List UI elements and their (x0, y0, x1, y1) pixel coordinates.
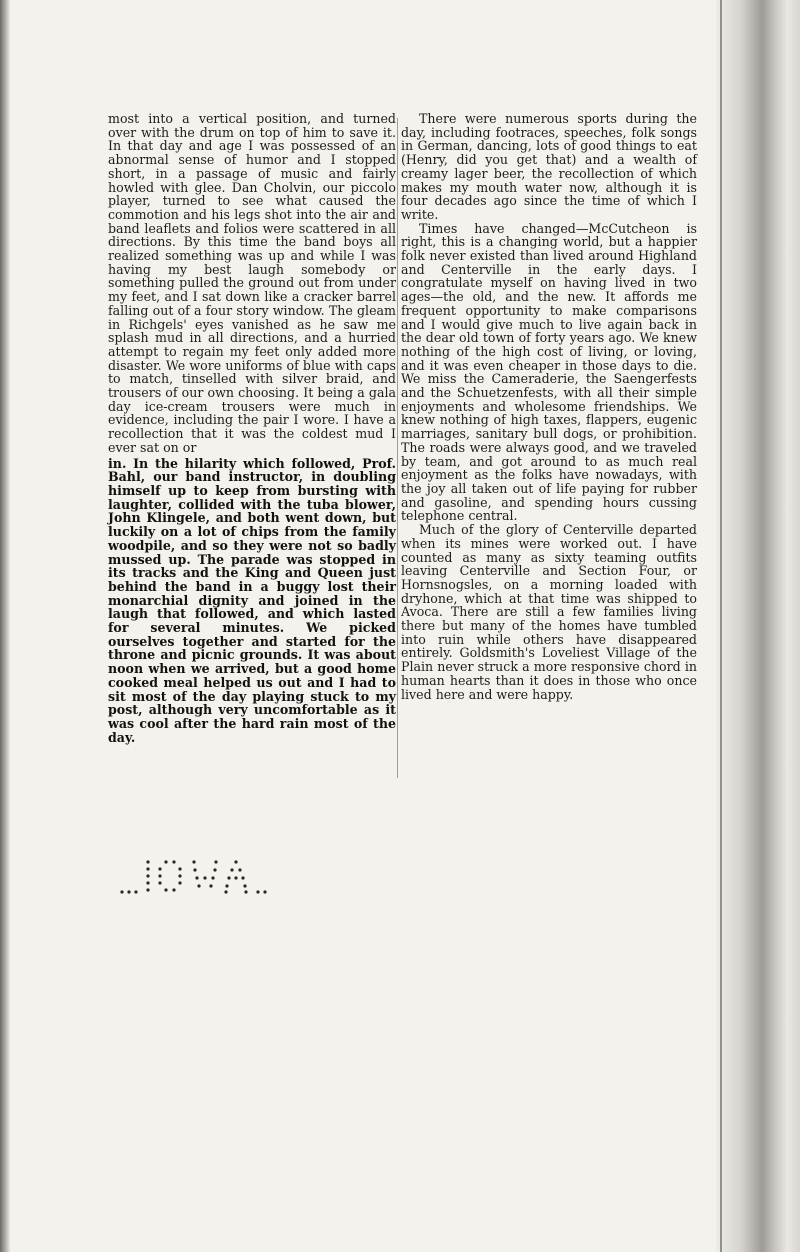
right-paragraph-1: There were numerous sports during the day, including footraces, speeches, folk songs in German, dancing, lots of good things to eat (Henry, did you get that) and a wealth of creamy lager beer, the recollection of which makes my mouth water now, although it is four decades ago since the time of which I write. (401, 111, 697, 222)
left-paragraph-1: most into a vertical position, and turned over with the drum on top of him to save it. In that day and age I was possessed of an abnormal sense of humor and I stopped short, in a passage of music and fairly howled with glee. Dan Cholvin, our piccolo player, turned to see what caused the commotion and his legs shot into the air and band leaflets and folios were scattered in all directions. By this time the band boys all realized something was up and while I was having my best laugh somebody or something pulled the ground out from under my feet, and I sat down like a cracker barrel falling out of a four story window. The gleam in Richgels' eyes vanished as he saw me splash mud in all directions, and a hurried attempt to regain my feet only added more disaster. We wore uniforms of blue with caps to match, tinselled with silver braid, and trousers of our own choosing. It being a gala day ice-cream trousers were much in evidence, including the pair I wore. I have a recollection that it was the coldest mud I ever sat on or (108, 111, 396, 455)
left-column (108, 112, 396, 744)
right-paragraph-2: Times have changed—McCutcheon is right, this is a changing world, but a happier folk never existed than lived around Highland and Centerville in the early days. I congratulate myself on having lived in two ages—the old, and the new. It affords me frequent opportunity to make comparisons and I would give much to live again back in the dear old town of forty years ago. We knew nothing of the high cost of living, or loving, and it was even cheaper in those days to die. We miss the Cameraderie, the Saengerfests and the Schuetzenfests, with all their simple enjoyments and wholesome friendships. We knew nothing of high taxes, flappers, eugenic marriages, sanitary bull dogs, or prohibition. The roads were always good, and we traveled by team, and got around to as much real enjoyment as the folks have nowadays, with the joy all taken out of life paying for rubber and gasoline, and spending hours cussing telephone central. (401, 220, 697, 524)
column-divider (397, 118, 398, 778)
binding-line (720, 0, 722, 1252)
perforation-stamp-icon (118, 852, 278, 900)
page-binding-edge (716, 0, 800, 1252)
left-paragraph-2: in. In the hilarity which followed, Prof. Bahl, our band instructor, in doubling himself up to keep from bursting with laughter, collided with the tuba blower, John Klingele, and both went down, but luckily on a lot of chips from the family woodpile, and so they were not so badly mussed up. The parade was stopped in its tracks and the King and Queen just behind the band in a buggy lost their monarchial dignity and joined in the laugh that followed, and which lasted for several minutes. We picked ourselves together and started for the throne and picnic grounds. It was about noon when we arrived, but a good home cooked meal helped us out and I had to sit most of the day playing stuck to my post, although very uncomfortable as it was cool after the hard rain most of the day. (108, 455, 396, 745)
right-column (401, 112, 697, 701)
right-paragraph-3: Much of the glory of Centerville departed when its mines were worked out. I have counted as many as sixty teaming outfits leaving Centerville and Section Four, or Hornsnogsles, on a morning loaded with dryhone, which at that time was shipped to Avoca. There are still a few families living there but many of the homes have tumbled into ruin while others have disappeared entirely. Goldsmith's Loveliest Village of the Plain never struck a more responsive chord in human hearts than it does in those who once lived here and were happy. (401, 522, 697, 702)
page-left-edge (0, 0, 10, 1252)
